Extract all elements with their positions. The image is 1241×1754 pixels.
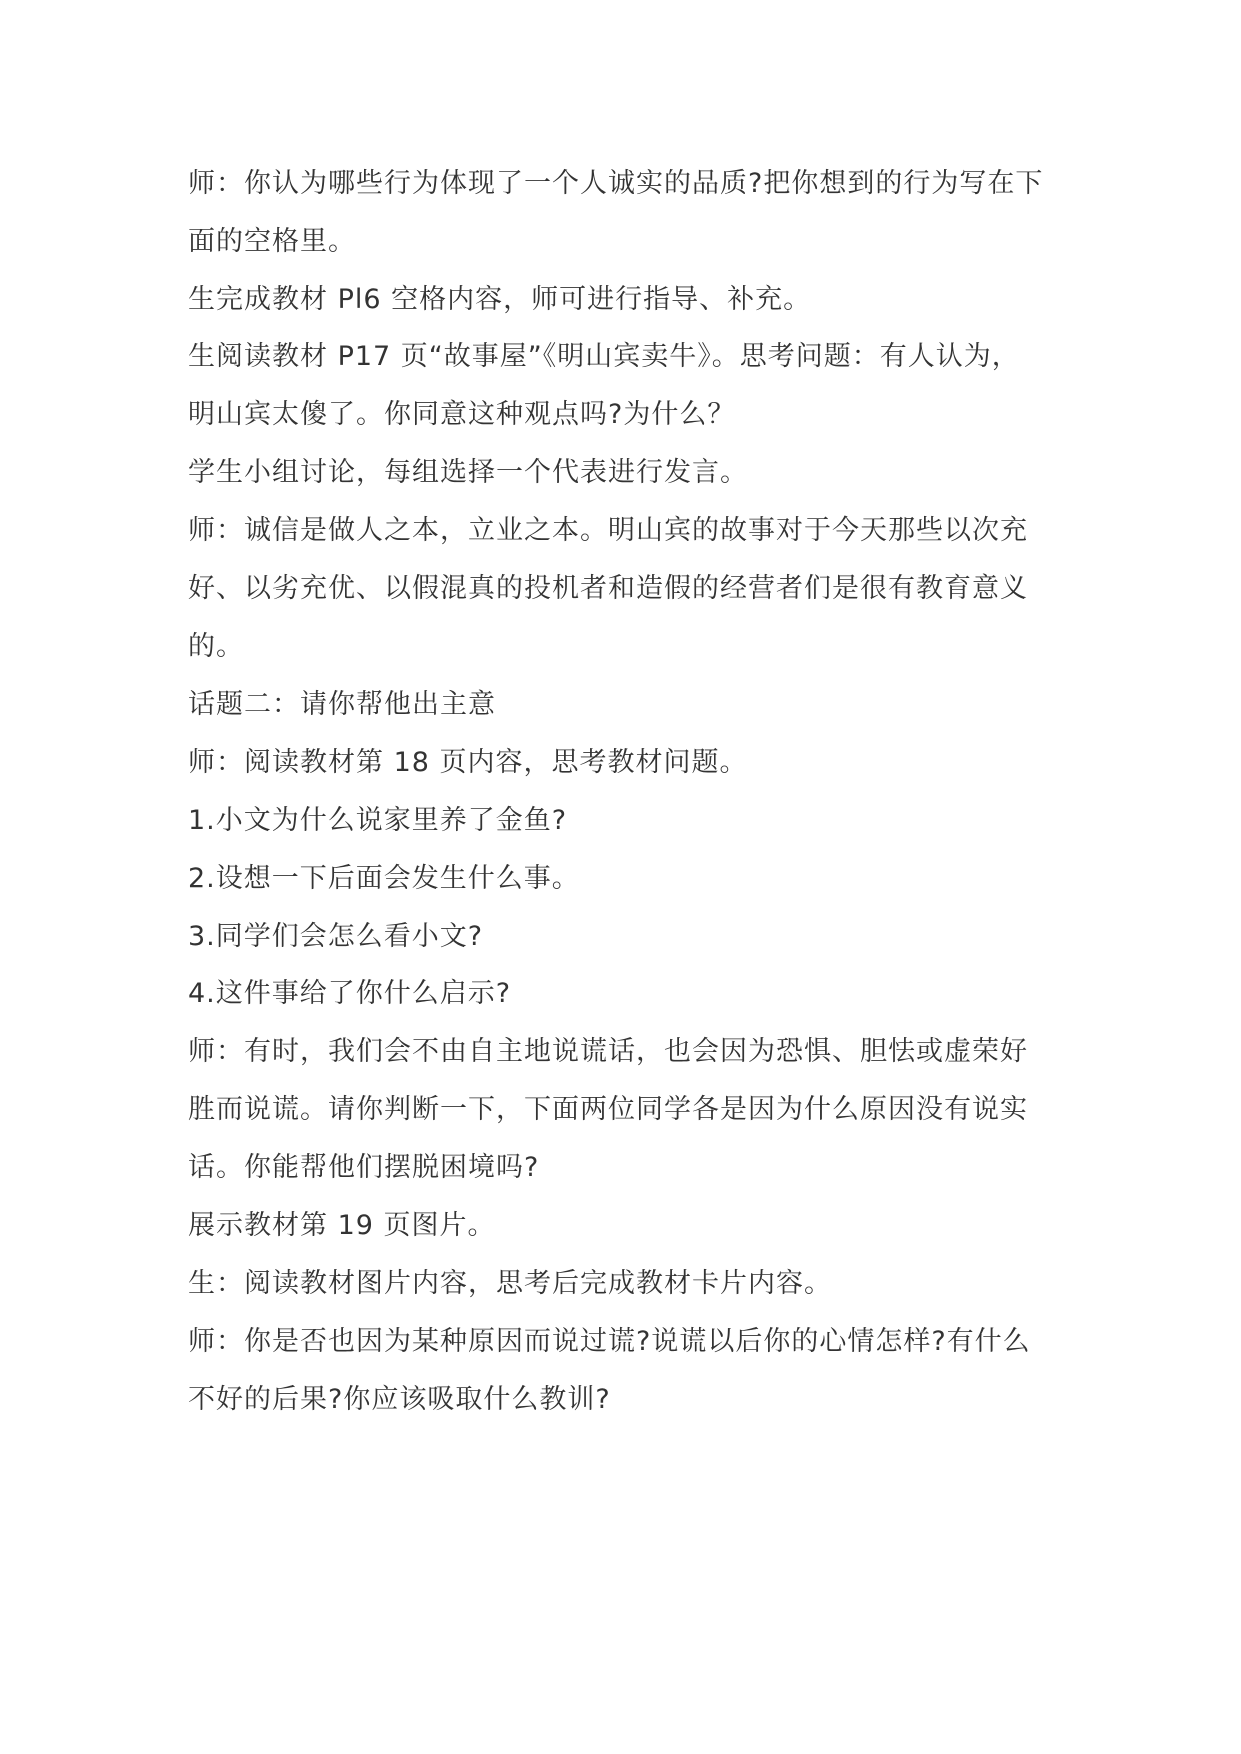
text-line: 3.同学们会怎么看小文? (188, 921, 484, 952)
text-line: 1.小文为什么说家里养了金鱼? (188, 805, 568, 836)
text-line: 师：你是否也因为某种原因而说过谎?说谎以后你的心情怎样?有什么 (188, 1326, 1031, 1357)
text-line: 师：有时，我们会不由自主地说谎话，也会因为恐惧、胆怯或虚荣好 (188, 1036, 1028, 1067)
text-line: 师：阅读教材第 18 页内容，思考教材问题。 (188, 747, 748, 778)
text-line: 师：诚信是做人之本，立业之本。明山宾的故事对于今天那些以次充 (188, 515, 1028, 546)
text-line: 好、以劣充优、以假混真的投机者和造假的经营者们是很有教育意义 (188, 573, 1028, 604)
text-line: 胜而说谎。请你判断一下，下面两位同学各是因为什么原因没有说实 (188, 1094, 1028, 1125)
text-line: 话。你能帮他们摆脱困境吗? (188, 1152, 540, 1183)
text-line: 面的空格里。 (188, 226, 356, 257)
text-line: 2.设想一下后面会发生什么事。 (188, 863, 580, 894)
text-line: 生：阅读教材图片内容，思考后完成教材卡片内容。 (188, 1268, 832, 1299)
text-line: 话题二：请你帮他出主意 (188, 689, 496, 720)
text-line: 的。 (188, 631, 244, 662)
text-line: 明山宾太傻了。你同意这种观点吗?为什么？ (188, 399, 736, 430)
text-line: 不好的后果?你应该吸取什么教训? (188, 1384, 611, 1415)
text-line: 师：你认为哪些行为体现了一个人诚实的品质?把你想到的行为写在下 (188, 168, 1044, 199)
text-line: 学生小组讨论，每组选择一个代表进行发言。 (188, 457, 748, 488)
text-line: 生阅读教材 P17 页“故事屋”《明山宾卖牛》。思考问题：有人认为， (188, 341, 1020, 372)
text-line: 展示教材第 19 页图片。 (188, 1210, 496, 1241)
text-line: 生完成教材 Pl6 空格内容，师可进行指导、补充。 (188, 284, 812, 315)
text-line: 4.这件事给了你什么启示? (188, 978, 512, 1009)
